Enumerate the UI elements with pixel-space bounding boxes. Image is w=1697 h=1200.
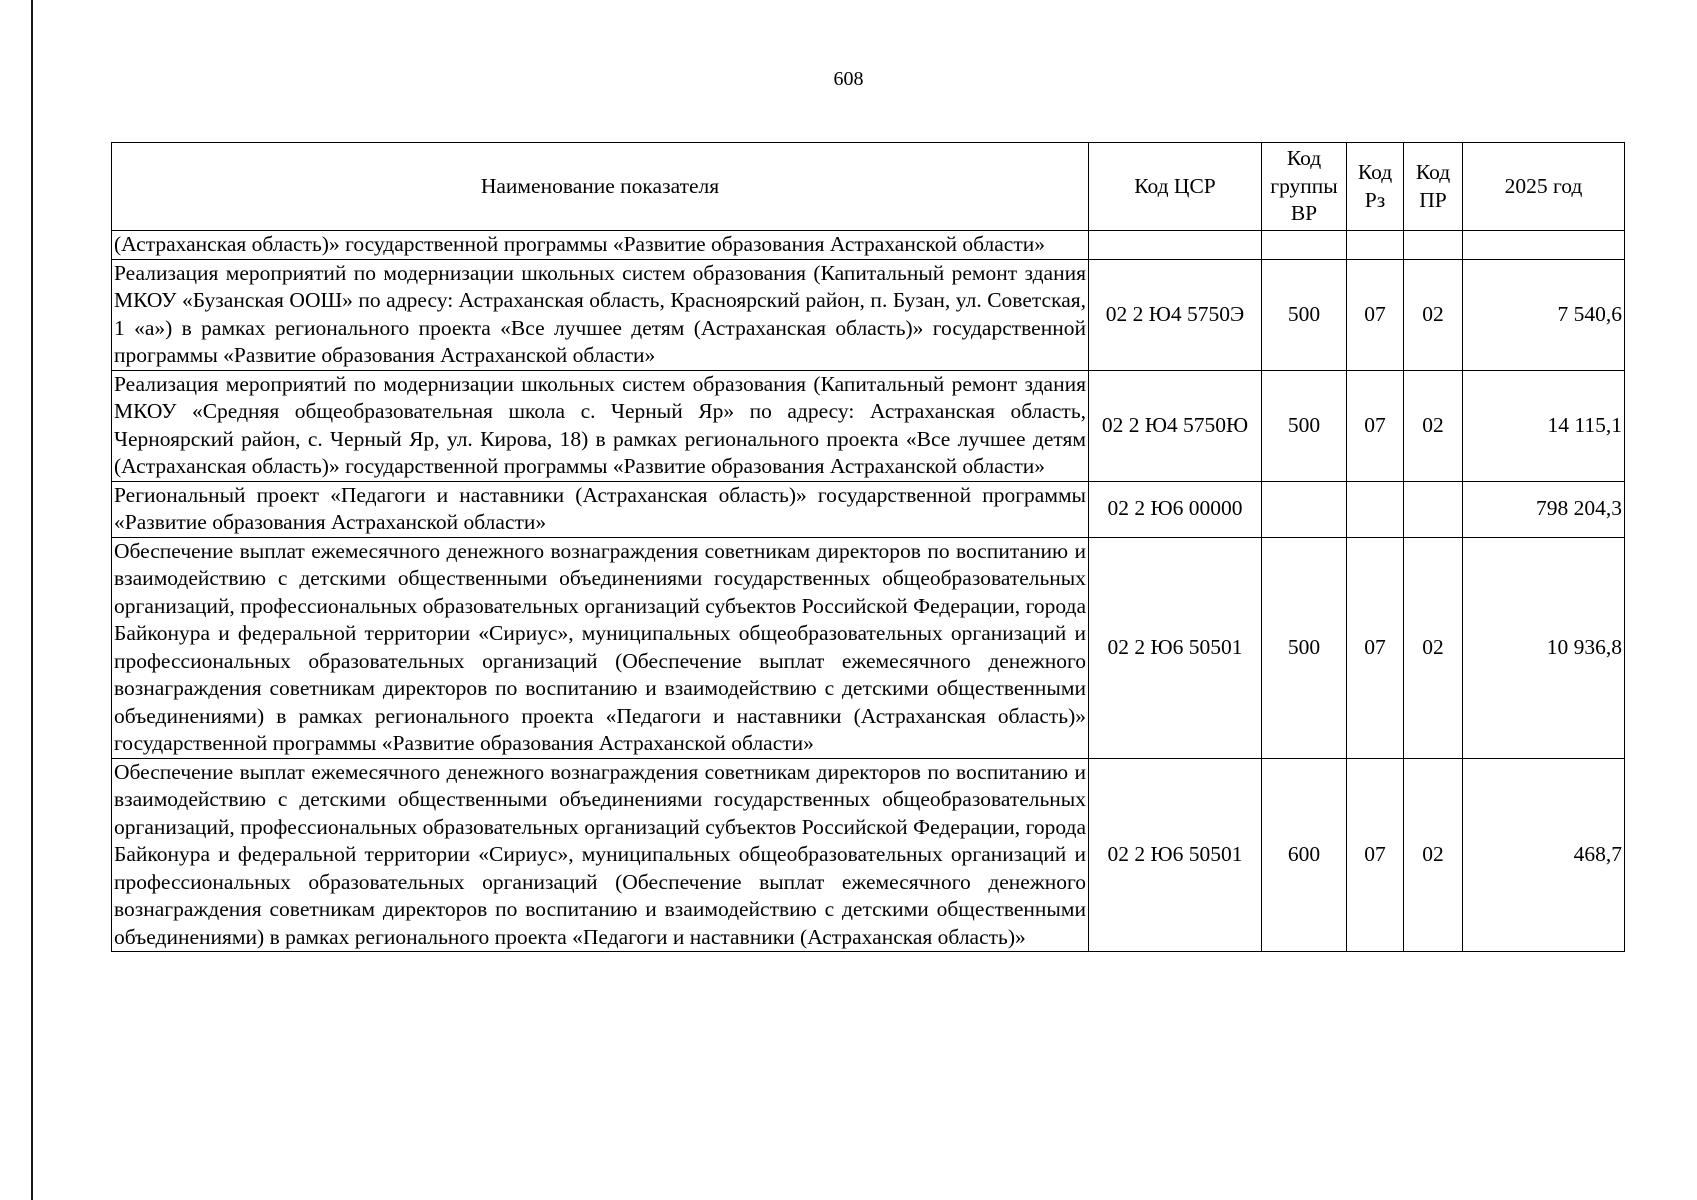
table-row bbox=[112, 259, 1625, 370]
table-row bbox=[112, 370, 1625, 481]
page-number: 608 bbox=[833, 68, 864, 90]
row-rz-code: 07 bbox=[1347, 537, 1404, 758]
row-amount bbox=[1463, 231, 1625, 260]
row-amount: 10 936,8 bbox=[1463, 537, 1625, 758]
row-pr-code: 02 bbox=[1404, 370, 1463, 481]
row-vr-code: 500 bbox=[1262, 370, 1347, 481]
row-name: Обеспечение выплат ежемесячного денежного вознаграждения советникам директоров по воспитанию и взаимодействию с детскими общественными объединениями государственных общеобразовательных организаций, профессиональных образовательных организаций субъектов Российской Федерации, города Байконура и федеральной территории «Сириус», муниципальных общеобразовательных организаций и профессиональных образовательных организаций (Обеспечение выплат ежемесячного денежного вознаграждения советникам директоров по воспитанию и взаимодействию с детскими общественными объединениями) в рамках регионального проекта «Педагоги и наставники (Астраханская область)» государственной программы «Развитие образования Астраханской области» bbox=[112, 537, 1089, 758]
row-vr-code: 600 bbox=[1262, 758, 1347, 952]
row-pr-code: 02 bbox=[1404, 259, 1463, 370]
row-pr-code: 02 bbox=[1404, 758, 1463, 952]
row-name: Реализация мероприятий по модернизации школьных систем образования (Капитальный ремонт здания МКОУ «Бузанская ООШ» по адресу: Астраханская область, Красноярский район, п. Бузан, ул. Советская, 1 «а») в рамках регионального проекта «Все лучшее детям (Астраханская область)» государственной программы «Развитие образования Астраханской области» bbox=[112, 259, 1089, 370]
row-pr-code bbox=[1404, 481, 1463, 537]
table-row bbox=[112, 231, 1625, 260]
row-name: Реализация мероприятий по модернизации школьных систем образования (Капитальный ремонт здания МКОУ «Средняя общеобразовательная школа с. Черный Яр» по адресу: Астраханская область, Черноярский район, с. Черный Яр, ул. Кирова, 18) в рамках регионального проекта «Все лучшее детям (Астраханская область)» государственной программы «Развитие образования Астраханской области» bbox=[112, 370, 1089, 481]
table-row bbox=[112, 758, 1625, 952]
row-vr-code bbox=[1262, 231, 1347, 260]
budget-table bbox=[111, 142, 1625, 952]
row-name: Обеспечение выплат ежемесячного денежного вознаграждения советникам директоров по воспитанию и взаимодействию с детскими общественными объединениями государственных общеобразовательных организаций, профессиональных образовательных организаций субъектов Российской Федерации, города Байконура и федеральной территории «Сириус», муниципальных общеобразовательных организаций и профессиональных образовательных организаций (Обеспечение выплат ежемесячного денежного вознаграждения советникам директоров по воспитанию и взаимодействию с детскими общественными объединениями) в рамках регионального проекта «Педагоги и наставники (Астраханская область)» bbox=[112, 758, 1089, 952]
row-rz-code bbox=[1347, 481, 1404, 537]
row-csr-code: 02 2 Ю6 00000 bbox=[1089, 481, 1262, 537]
row-name: (Астраханская область)» государственной программы «Развитие образования Астраханской области» bbox=[112, 231, 1089, 260]
row-pr-code bbox=[1404, 231, 1463, 260]
header-name: Наименование показателя bbox=[112, 143, 1089, 231]
header-year: 2025 год bbox=[1463, 143, 1625, 231]
row-csr-code: 02 2 Ю6 50501 bbox=[1089, 758, 1262, 952]
row-rz-code: 07 bbox=[1347, 758, 1404, 952]
row-rz-code: 07 bbox=[1347, 259, 1404, 370]
row-amount: 468,7 bbox=[1463, 758, 1625, 952]
row-vr-code: 500 bbox=[1262, 259, 1347, 370]
row-pr-code: 02 bbox=[1404, 537, 1463, 758]
row-csr-code: 02 2 Ю4 5750Э bbox=[1089, 259, 1262, 370]
row-csr-code: 02 2 Ю4 5750Ю bbox=[1089, 370, 1262, 481]
table-header-row bbox=[112, 143, 1625, 231]
row-amount: 798 204,3 bbox=[1463, 481, 1625, 537]
header-rz-code: Код Рз bbox=[1347, 143, 1404, 231]
row-vr-code bbox=[1262, 481, 1347, 537]
header-vr-code: Код группы ВР bbox=[1262, 143, 1347, 231]
row-vr-code: 500 bbox=[1262, 537, 1347, 758]
row-csr-code bbox=[1089, 231, 1262, 260]
row-amount: 14 115,1 bbox=[1463, 370, 1625, 481]
header-pr-code: Код ПР bbox=[1404, 143, 1463, 231]
scan-edge-line bbox=[31, 0, 33, 1200]
table-row bbox=[112, 537, 1625, 758]
row-amount: 7 540,6 bbox=[1463, 259, 1625, 370]
row-rz-code: 07 bbox=[1347, 370, 1404, 481]
row-csr-code: 02 2 Ю6 50501 bbox=[1089, 537, 1262, 758]
header-csr-code: Код ЦСР bbox=[1089, 143, 1262, 231]
row-name: Региональный проект «Педагоги и наставники (Астраханская область)» государственной программы «Развитие образования Астраханской области» bbox=[112, 481, 1089, 537]
row-rz-code bbox=[1347, 231, 1404, 260]
table-row bbox=[112, 481, 1625, 537]
